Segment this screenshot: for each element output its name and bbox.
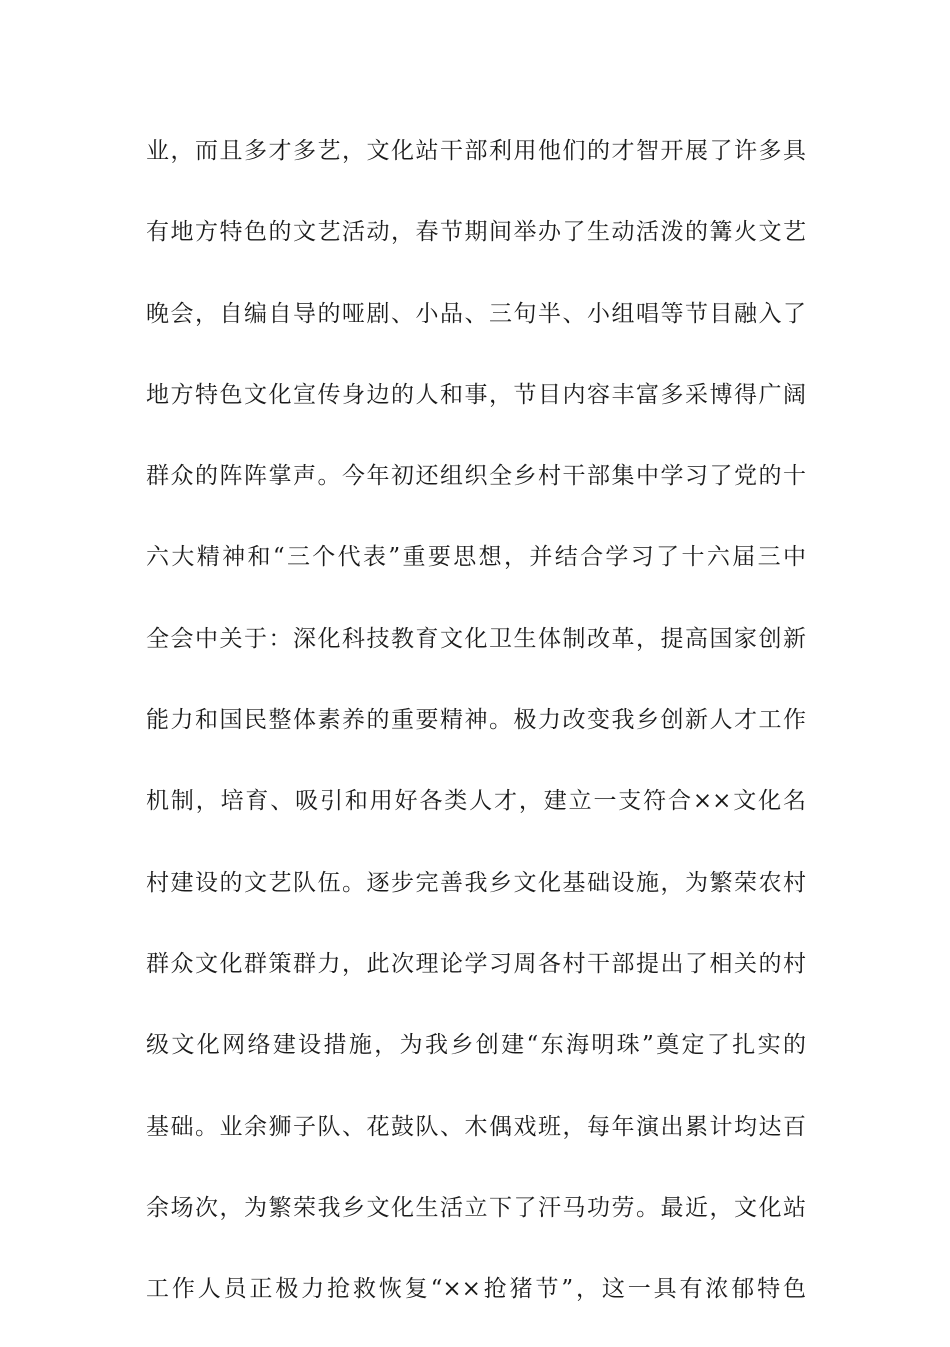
body-paragraph [146,128,806,1347]
text-line: 群众的阵阵掌声。今年初还组织全乡村干部集中学习了党的十 [146,463,806,490]
text-line: 级文化网络建设措施，为我乡创建“东海明珠”奠定了扎实的 [146,1032,806,1059]
text-line: 余场次，为繁荣我乡文化生活立下了汗马功劳。最近，文化站 [146,1194,806,1221]
text-line: 能力和国民整体素养的重要精神。极力改变我乡创新人才工作 [146,707,806,734]
text-line: 村建设的文艺队伍。逐步完善我乡文化基础设施，为繁荣农村 [146,869,806,896]
text-line: 有地方特色的文艺活动，春节期间举办了生动活泼的篝火文艺 [146,219,806,246]
text-line: 基础。业余狮子队、花鼓队、木偶戏班，每年演出累计均达百 [146,1113,806,1140]
text-line: 地方特色文化宣传身边的人和事，节目内容丰富多采博得广阔 [146,381,806,408]
text-line: 晚会，自编自导的哑剧、小品、三句半、小组唱等节目融入了 [146,300,806,327]
text-line: 群众文化群策群力，此次理论学习周各村干部提出了相关的村 [146,950,806,977]
text-line: 机制，培育、吸引和用好各类人才，建立一支符合××文化名 [146,788,806,815]
text-line: 全会中关于：深化科技教育文化卫生体制改革，提高国家创新 [146,625,806,652]
text-line: 业，而且多才多艺，文化站干部利用他们的才智开展了许多具 [146,138,806,164]
text-line: 六大精神和“三个代表”重要思想，并结合学习了十六届三中 [146,544,806,571]
text-line: 工作人员正极力抢救恢复“××抢猪节”，这一具有浓郁特色 [146,1276,806,1303]
